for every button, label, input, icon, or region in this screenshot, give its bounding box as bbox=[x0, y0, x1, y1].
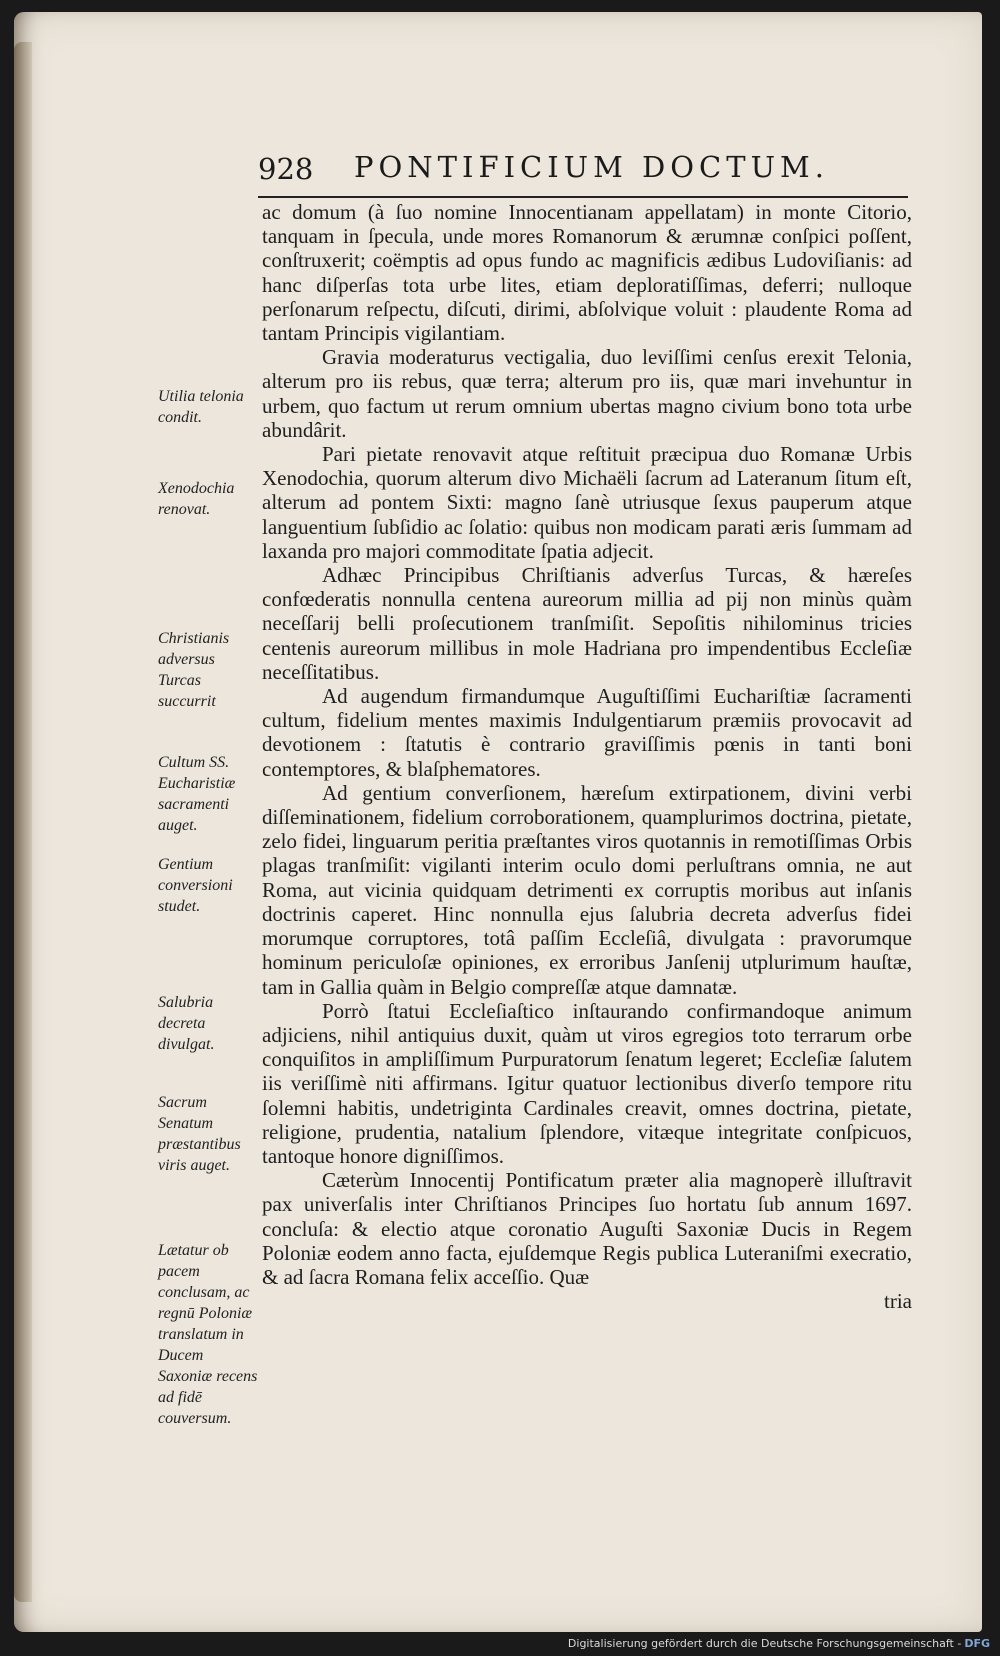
margin-note-telonia: Utilia telonia condit. bbox=[158, 388, 244, 426]
margin-note-decreta: Salubria decreta divulgat. bbox=[158, 994, 215, 1053]
digitization-footer bbox=[568, 1637, 990, 1650]
book-spine bbox=[14, 42, 32, 1602]
paragraph-1: ac domum (à ſuo nomine Innocentianam appellatam) in monte Citorio, tanquam in ſpecula, unde mores Romanorum & ærumnæ conſpici poſſent, conſtruxerit; coëmptis ad opus fundo ac magnificis ædibus Ludoviſianis: ad hanc diſperſas tota urbe lites, etiam deploratiſſimas, deferri; nulloque perſonarum reſpectu, diſcuti, dirimi, abſolvique voluit : plaudente Roma ad tantam Principis vigilantiam. bbox=[262, 200, 912, 346]
catchword: tria bbox=[884, 1289, 912, 1314]
paragraph-8: Cæterùm Innocentij Pontificatum præter alia magnoperè illuſtravit pax univerſalis inter Chriſtianos Principes ſuo hortatu ſub annum 1697. concluſa: & electio atque coronatio Auguſti Saxoniæ Ducis in Regem Poloniæ eodem anno facta, ejuſdemque Regis publica Luteraniſmi execratio, & ad ſacra Romana felix acceſſio. Quæ bbox=[262, 1168, 912, 1289]
margin-note-gentium: Gentium conversioni studet. bbox=[158, 856, 233, 915]
margin-note-senatum: Sacrum Senatum præstantibus viris auget. bbox=[158, 1094, 241, 1174]
running-title: PONTIFICIUM DOCTUM. bbox=[354, 150, 829, 184]
paragraph-2: Gravia moderaturus vectigalia, duo leviſſimi cenſus erexit Telonia, alterum pro iis rebus, quæ terra; alterum pro iis, quæ mari invehuntur in urbem, quo factum ut rerum omnium ubertas magno civium bono tota urbe abundârit. bbox=[262, 345, 912, 442]
margin-note-turcas: Christianis adversus Turcas succurrit bbox=[158, 630, 230, 710]
margin-note-xenodochia: Xenodochia renovat. bbox=[158, 480, 235, 518]
paragraph-4: Adhæc Principibus Chriſtianis adverſus Turcas, & hæreſes confœderatis nonnulla centena aureorum millia ad pij non minùs quàm neceſſarij belli proſecutionem tranſmiſit. Sepoſitis nihilominus tricies centenis aureorum millibus in mole Hadriana pro impendentibus Eccleſiæ neceſſitatibus. bbox=[262, 563, 912, 684]
paragraph-3: Pari pietate renovavit atque reſtituit præcipua duo Romanæ Urbis Xenodochia, quorum alterum divo Michaëli ſacrum ad Lateranum ſitum eſt, alterum ad pontem Sixti: magno ſanè utriusque ſexus pauperum atque languentium ſubſidio ac ſolatio: quibus non modicam parati æris ſummam ad laxanda pro majori commoditate ſpatia adjecit. bbox=[262, 442, 912, 563]
margin-note-pacem: Lætatur ob pacem conclusam, ac regnū Poloniæ translatum in Ducem Saxoniæ recens ad fidē couversum. bbox=[158, 1242, 258, 1427]
page-header bbox=[258, 150, 908, 198]
main-text bbox=[262, 200, 912, 1313]
dfg-logo: DFG bbox=[964, 1637, 990, 1650]
footer-credit: Digitalisierung gefördert durch die Deutsche Forschungsgemeinschaft - bbox=[567, 1637, 962, 1650]
page-number: 928 bbox=[258, 152, 314, 186]
margin-note-eucharistia: Cultum SS. Eucharistiæ sacramenti auget. bbox=[158, 754, 236, 834]
paragraph-5: Ad augendum firmandumque Auguſtiſſimi Euchariſtiæ ſacramenti cultum, fidelium mentes maximis Indulgentiarum præmiis provocavit ad devotionem : ſtatutis è contrario graviſſimis pœnis in tanti boni contemptores, & blaſphematores. bbox=[262, 684, 912, 781]
paragraph-7: Porrò ſtatui Eccleſiaſtico inſtaurando confirmandoque animum adjiciens, nihil antiquius duxit, quàm ut viros egregios toto terrarum orbe conquiſitos in ampliſſimum Purpuratorum ſenatum legeret; Eccleſiæ ſalutem iis veriſſimè niti affirmans. Igitur quatuor lectionibus diverſo tempore ritu ſolemni habitis, undetriginta Cardinales creavit, omnes doctrina, pietate, religione, prudentia, natalium ſplendore, vitæque integritate conſpicuos, tantoque honore digniſſimos. bbox=[262, 998, 912, 1168]
paragraph-6: Ad gentium converſionem, hæreſum extirpationem, divini verbi diſſeminationem, fidelium corroborationem, quamplurimos doctrina, pietate, zelo fidei, linguarum peritia præſtantes viros quotannis in remotiſſimas Orbis plagas tranſmiſit: vigilanti interim oculo domi perluſtrans omnia, ne aut Roma, aut vicinia quidquam detrimenti ex corruptis moribus aut inſanis doctrinis caperet. Hinc nonnulla ejus ſalubria decreta adverſus fidei morumque corruptores, totâ paſſim Eccleſiâ, divulgata : pravorumque hominum periculoſæ opiniones, ex erroribus Janſenij utplurimum hauſtæ, tam in Gallia quàm in Belgio compreſſæ atque damnatæ. bbox=[262, 780, 912, 999]
